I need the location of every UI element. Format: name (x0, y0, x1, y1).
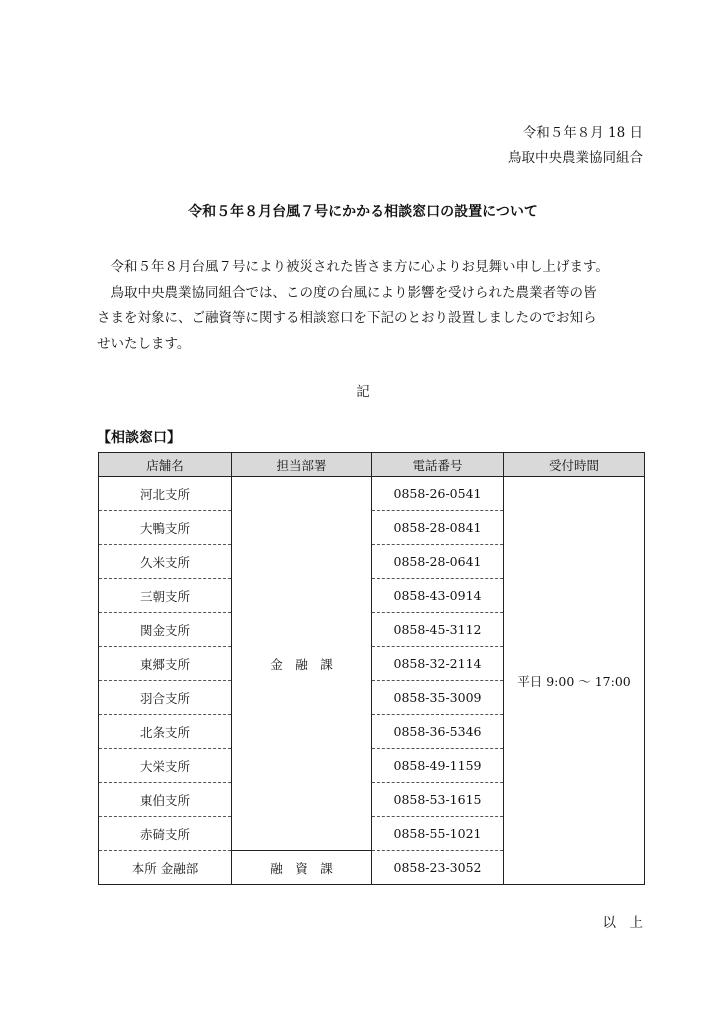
header-hours: 受付時間 (504, 453, 645, 477)
branch-name: 三朝支所 (99, 579, 232, 613)
branch-name: 河北支所 (99, 477, 232, 511)
body-text (97, 255, 657, 357)
section-title: 【相談窓口】 (97, 430, 181, 446)
document-date: 令和５年８月 18 日 (522, 125, 643, 141)
branch-name: 羽合支所 (99, 681, 232, 715)
branch-phone: 0858-35-3009 (372, 681, 504, 715)
body-paragraph-2-line-3: せいたします。 (97, 335, 191, 352)
branch-phone: 0858-36-5346 (372, 715, 504, 749)
branch-phone: 0858-32-2114 (372, 647, 504, 681)
branch-name: 関金支所 (99, 613, 232, 647)
header-store-name: 店舗名 (99, 453, 232, 477)
body-paragraph-1: 令和５年８月台風７号により被災された皆さま方に心よりお見舞い申し上げます。 (110, 259, 609, 275)
branch-name: 大栄支所 (99, 749, 232, 783)
header-phone: 電話番号 (372, 453, 504, 477)
ki-mark: 記 (356, 384, 370, 400)
headquarters-name: 本所 金融部 (99, 851, 232, 885)
document-title: 令和５年８月台風７号にかかる相談窓口の設置について (188, 204, 538, 220)
headquarters-department: 融 資 課 (232, 851, 372, 885)
branch-phone: 0858-49-1159 (372, 749, 504, 783)
closing-mark: 以 上 (602, 915, 643, 931)
branch-phone: 0858-28-0841 (372, 511, 504, 545)
table-header-row (99, 453, 645, 477)
headquarters-phone: 0858-23-3052 (372, 851, 504, 885)
branch-phone: 0858-43-0914 (372, 579, 504, 613)
branch-name: 東郷支所 (99, 647, 232, 681)
reception-hours: 平日 9:00 ～ 17:00 (504, 477, 645, 885)
issuer-name: 鳥取中央農業協同組合 (508, 150, 643, 166)
branch-phone: 0858-53-1615 (372, 783, 504, 817)
branch-phone: 0858-55-1021 (372, 817, 504, 851)
branch-phone: 0858-26-0541 (372, 477, 504, 511)
branch-name: 大鴨支所 (99, 511, 232, 545)
branch-phone: 0858-28-0641 (372, 545, 504, 579)
branch-name: 久米支所 (99, 545, 232, 579)
branch-name: 赤碕支所 (99, 817, 232, 851)
branch-name: 東伯支所 (99, 783, 232, 817)
header-department: 担当部署 (232, 453, 372, 477)
branch-department: 金 融 課 (232, 477, 372, 851)
branch-phone: 0858-45-3112 (372, 613, 504, 647)
consultation-table (98, 452, 645, 885)
branch-name: 北条支所 (99, 715, 232, 749)
table-row (99, 477, 645, 511)
body-paragraph-2-line-1: 鳥取中央農業協同組合では、この度の台風により影響を受けられた農業者等の皆 (110, 284, 597, 301)
body-paragraph-2-line-2: さまを対象に、ご融資等に関する相談窓口を下記のとおり設置しましたのでお知ら (97, 310, 597, 326)
